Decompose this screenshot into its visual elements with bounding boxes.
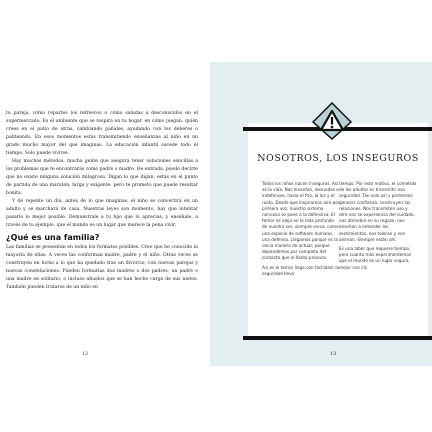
text-column-right bbox=[339, 181, 417, 274]
body-paragraph: tu pareja, cómo repartes los refrescos o cómo saludas a desconocidos en el supermercado. Es el ambiente que se respira en tu hogar, en cómo juegan, quién crees en el patio de atrás, cambiando pañales, ayudando con los deberes o paliteando. En esos momentos estás transmitiendo enseñanzas al niño en un grado mucho mayor del que imaginas. La educación infantil sucede todo el tiempo. Solo puede vivirse. bbox=[6, 111, 198, 156]
text-column-left bbox=[262, 181, 340, 280]
body-paragraph: Las familias se presentan en todos los formatos posibles. Creo que he conocido la mayoría de ellas. A veces las conforman madre, padre y el niño. Otras veces se construyen en torno a lo que ha quedado tras un divorcio, con nuevas parejas y nuevas constelaciones. Pueden formarlas dos madres o dos padres, un padre o una madre en solitario, o incluso abuelos que se han hecho cargo de sus nietos. También pueden tratarse de un niño en bbox=[6, 245, 198, 290]
section-heading: ¿Qué es una familia? bbox=[6, 233, 100, 242]
left-page bbox=[0, 0, 210, 432]
warning-triangle-icon bbox=[312, 102, 352, 140]
bottom-rule bbox=[243, 336, 432, 340]
column-paragraph: tiempo. Por esto motivo, el cometido de los adultos es transmitir esa seguridad. Tan solo así y podremos generar confianza, construyen las relaciones. Nos transmiten uso y otro nos se experiencia del cuidado, nos atienden en su regazo, nos enseñan a entender los sentimientos, nos toleran y nos animan. Siempre están ahí. bbox=[339, 181, 417, 242]
chapter-title: NOSOTROS, LOS INSEGUROS bbox=[257, 153, 419, 164]
column-paragraph: Así es el temor llega con facilidad; la seguridad lleva bbox=[262, 264, 340, 276]
column-paragraph: Es una labor que requiere tiempo, pero cuanto más experimentemos que el mundo es un lugar seguro, mejor nos irá. bbox=[339, 246, 412, 270]
page-number-left: 12 bbox=[82, 351, 89, 357]
left-page-text bbox=[6, 110, 198, 292]
column-paragraph: Todos los niños nacen inseguros. Así es la vida. Nos levantan, desnudos e indefensos, hacia el frío, la luz y el ruido. Desde que inspiramos aire por primera vez, nuestro sistema nervioso se pone a la defensiva. El temor se aloja en lo más profundo de nuestro ser, siempre cerca, como una especie de software humano, una defensa. Llegamos porque es la única manera de actuar, porque dependemos por completo del contacto que el llanto provoca. bbox=[262, 181, 340, 261]
body-paragraph: Y de repente un día, antes de lo que imaginas, el niño se convertirá en un adulto y se marchará de casa. Nuestras leyes son momento, hay que intentar pasarlo lo mejor posible. Demuéstrale a tu hijo que lo aprecias, y enséñale, a través de tu ejemplo, que el mundo es un lugar que merece la pena vivir. bbox=[6, 199, 198, 228]
page-number-right: 13 bbox=[330, 351, 337, 357]
body-paragraph: Hay muchos métodos, mucha gente que asegura tener soluciones sencillas a los problemas que te encontrarás como padre o madre. De entrada, puedo decirte que no existe ninguna solución milagrosa. Digan lo que digan, estás en el punto de partida de una maratón, larga y exigente, pero te prometo que puede resultar bonita. bbox=[6, 159, 198, 196]
